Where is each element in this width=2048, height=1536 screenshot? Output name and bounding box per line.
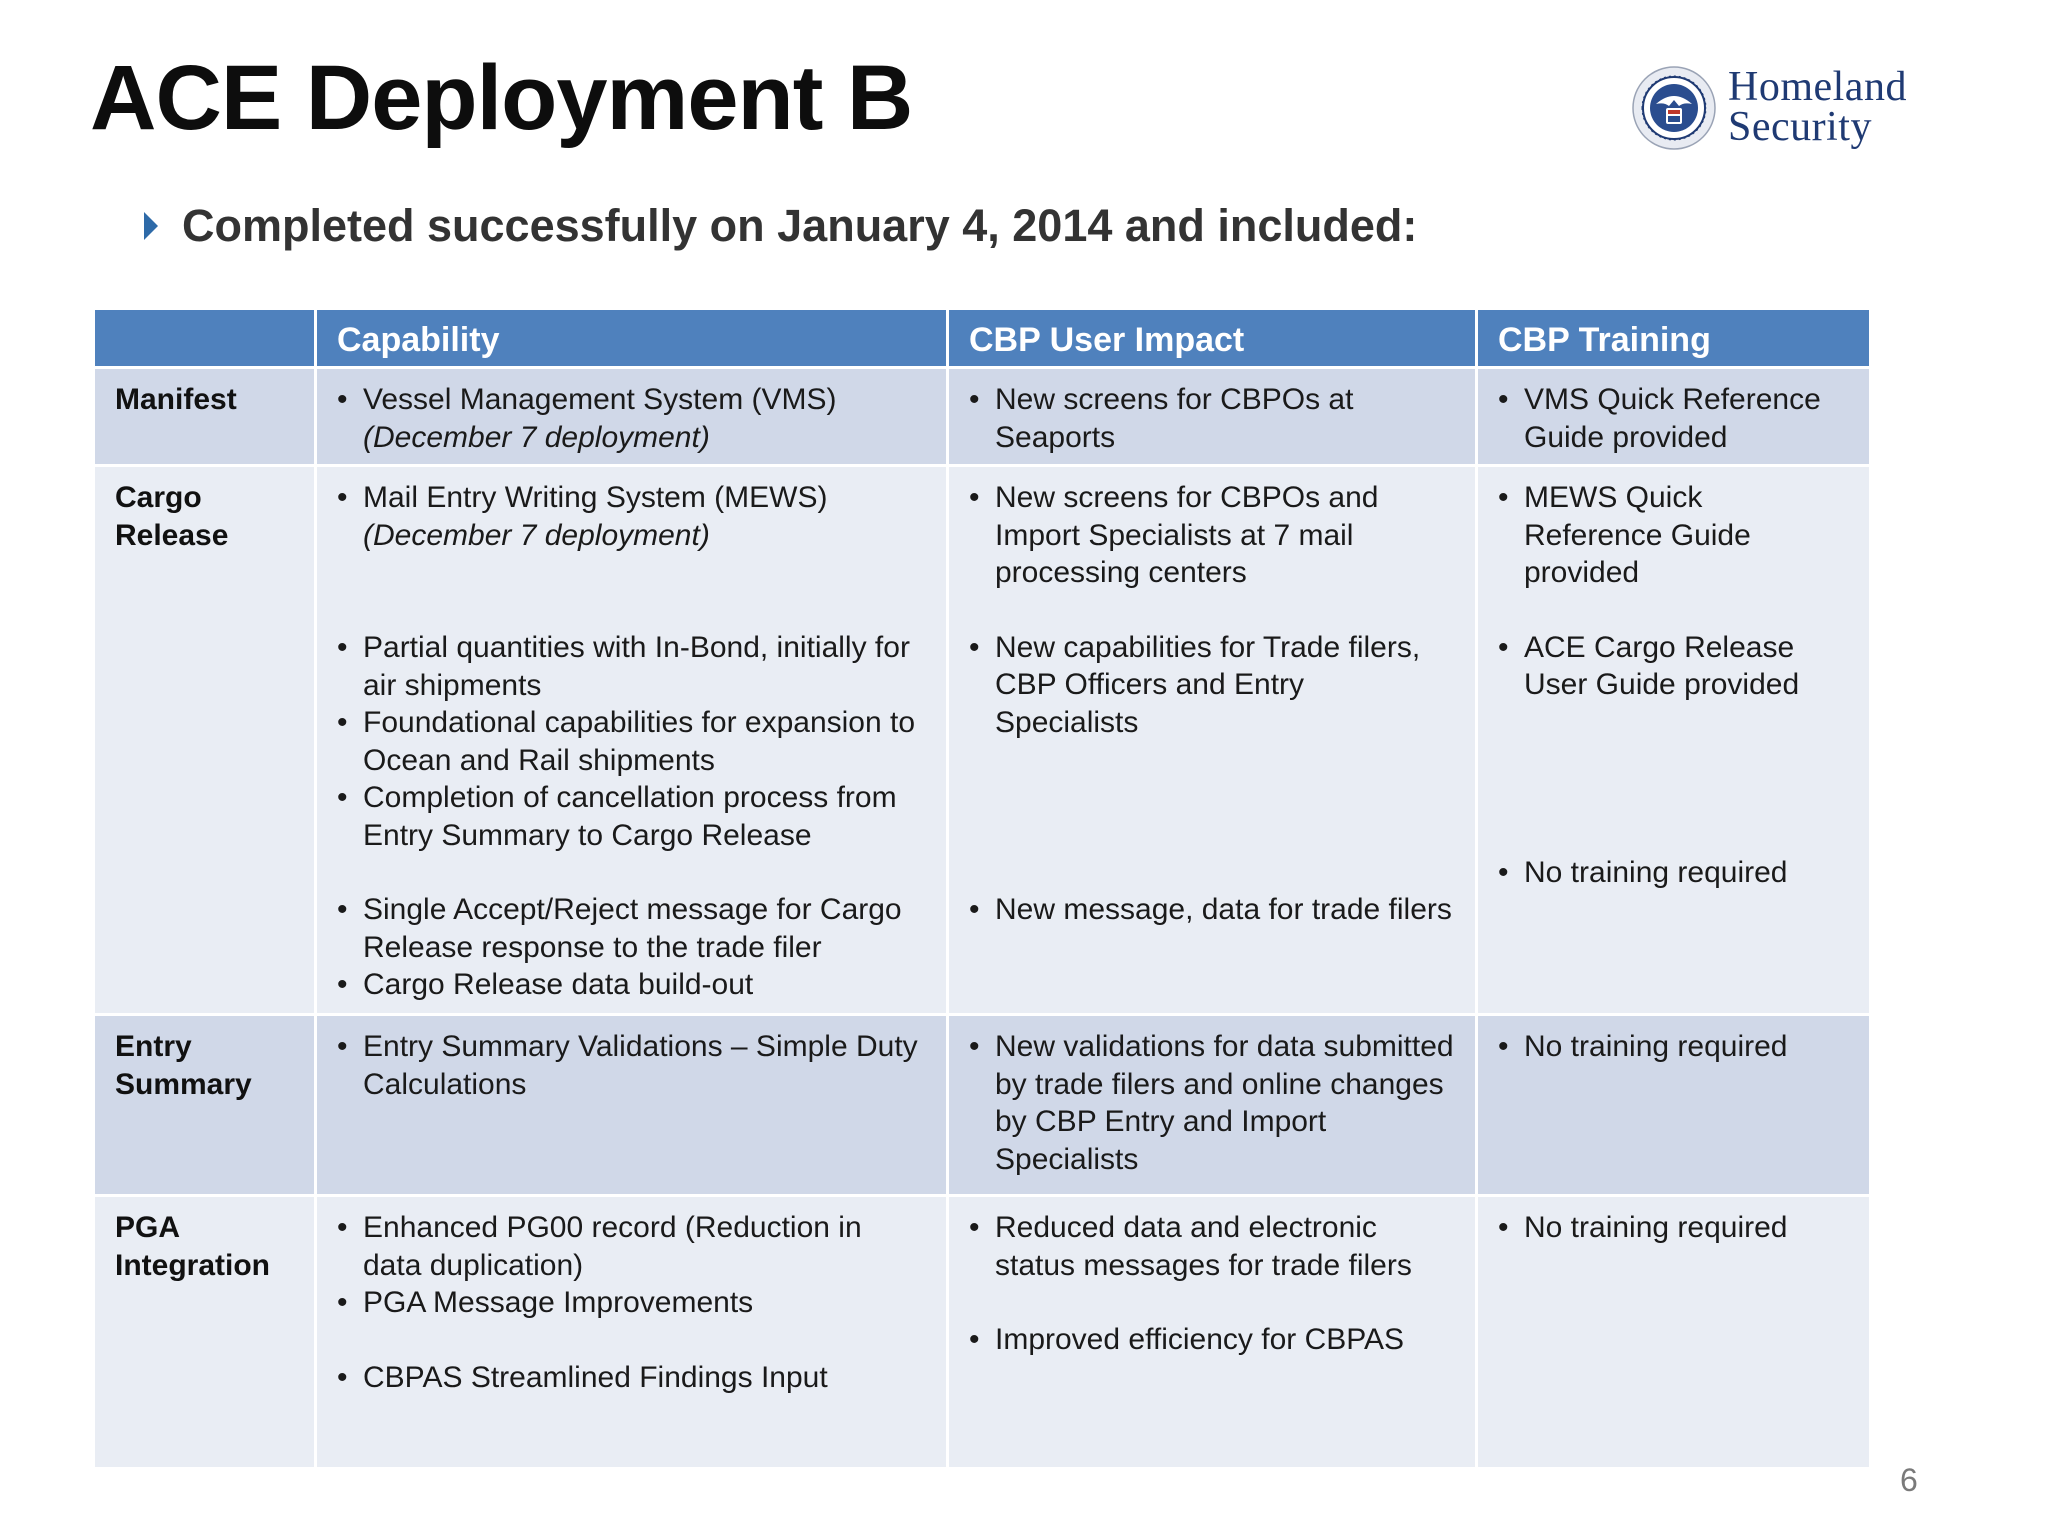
header-cell-user-impact: CBP User Impact (949, 310, 1475, 366)
capability-cell (317, 467, 946, 1013)
impact-cell (949, 467, 1475, 1013)
list-item: • Completion of cancellation process from Entry Summary to Cargo Release (337, 779, 926, 854)
impact-cell (949, 369, 1475, 464)
table-row-pga-integration (95, 1197, 1869, 1467)
list-item: • Improved efficiency for CBPAS (969, 1321, 1455, 1359)
capability-cell (317, 1016, 946, 1194)
list-item: • New capabilities for Trade filers, CBP Officers and Entry Specialists (969, 629, 1455, 742)
deployment-table (92, 307, 1872, 1470)
impact-list (969, 381, 1455, 456)
list-item: • New screens for CBPOs at Seaports (969, 381, 1455, 456)
training-list (1498, 1209, 1849, 1247)
capability-cell (317, 1197, 946, 1467)
row-label: Manifest (95, 369, 314, 464)
training-list (1498, 629, 1849, 704)
list-item: • No training required (1498, 1028, 1849, 1066)
item-text: Vessel Management System (VMS) (363, 383, 837, 416)
item-note: (December 7 deployment) (363, 420, 710, 454)
capability-list (337, 1028, 926, 1103)
list-item: • New screens for CBPOs and Import Specialists at 7 mail processing centers (969, 479, 1455, 592)
training-list (1498, 479, 1849, 592)
impact-cell (949, 1197, 1475, 1467)
list-item: • No training required (1498, 854, 1849, 892)
subtitle-bullet (144, 200, 1417, 252)
dhs-logo (1632, 62, 1932, 154)
capability-list (337, 479, 926, 554)
list-item (337, 479, 926, 554)
training-list (1498, 1028, 1849, 1066)
capability-list (337, 1209, 926, 1322)
training-cell (1478, 369, 1869, 464)
capability-list (337, 381, 926, 456)
list-item: • MEWS Quick Reference Guide provided (1498, 479, 1849, 592)
impact-list (969, 1028, 1455, 1178)
list-item: • CBPAS Streamlined Findings Input (337, 1359, 926, 1397)
capability-list (337, 1359, 926, 1397)
list-item: • New validations for data submitted by trade filers and online changes by CBP Entry and Import Specialists (969, 1028, 1455, 1178)
subtitle-text: Completed successfully on January 4, 2014 and included: (182, 200, 1418, 251)
impact-list (969, 479, 1455, 592)
list-item (337, 381, 926, 456)
list-item: • PGA Message Improvements (337, 1284, 926, 1322)
list-item: • Enhanced PG00 record (Reduction in data duplication) (337, 1209, 926, 1284)
list-item: • Entry Summary Validations – Simple Duty Calculations (337, 1028, 926, 1103)
training-cell (1478, 467, 1869, 1013)
training-cell (1478, 1016, 1869, 1194)
page-number: 6 (1900, 1462, 1918, 1498)
capability-list (337, 891, 926, 1004)
list-item: • Cargo Release data build-out (337, 966, 926, 1004)
list-item: • Single Accept/Reject message for Cargo Release response to the trade filer (337, 891, 926, 966)
impact-list (969, 629, 1455, 742)
header-cell-blank (95, 310, 314, 366)
training-list (1498, 381, 1849, 456)
logo-word-security: Security (1728, 104, 1872, 150)
item-note: (December 7 deployment) (363, 518, 710, 552)
impact-list (969, 1321, 1455, 1359)
capability-list (337, 629, 926, 854)
training-list (1498, 854, 1849, 892)
logo-word-homeland: Homeland (1728, 64, 1907, 110)
row-label: Cargo Release (95, 467, 314, 1013)
impact-list (969, 891, 1455, 929)
table-row-entry-summary (95, 1016, 1869, 1194)
row-label: PGA Integration (95, 1197, 314, 1467)
list-item: • New message, data for trade filers (969, 891, 1455, 929)
training-cell (1478, 1197, 1869, 1467)
impact-cell (949, 1016, 1475, 1194)
header-cell-training: CBP Training (1478, 310, 1869, 366)
table-header-row (95, 310, 1869, 366)
item-text: Mail Entry Writing System (MEWS) (363, 481, 828, 514)
capability-cell (317, 369, 946, 464)
list-item: • VMS Quick Reference Guide provided (1498, 381, 1849, 456)
dhs-seal-icon (1632, 66, 1716, 150)
slide-title: ACE Deployment B (90, 47, 913, 149)
list-item: • Partial quantities with In-Bond, initially for air shipments (337, 629, 926, 704)
list-item: • Reduced data and electronic status messages for trade filers (969, 1209, 1455, 1284)
list-item: • Foundational capabilities for expansion to Ocean and Rail shipments (337, 704, 926, 779)
list-item: • ACE Cargo Release User Guide provided (1498, 629, 1849, 704)
triangle-bullet-icon (144, 212, 158, 240)
row-label: Entry Summary (95, 1016, 314, 1194)
table-row-cargo-release (95, 467, 1869, 1013)
impact-list (969, 1209, 1455, 1284)
header-cell-capability: Capability (317, 310, 946, 366)
table-row-manifest (95, 369, 1869, 464)
list-item: • No training required (1498, 1209, 1849, 1247)
